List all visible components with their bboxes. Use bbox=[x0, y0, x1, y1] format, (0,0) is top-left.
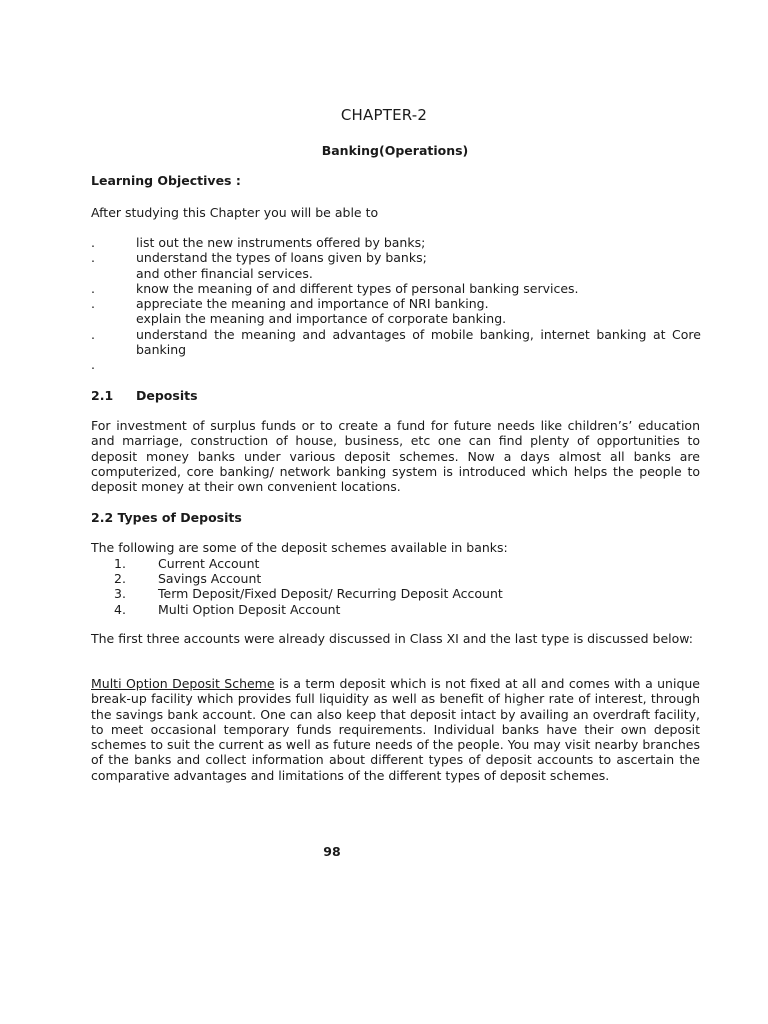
objectives-list bbox=[91, 235, 701, 372]
objective-text: understand the meaning and advantages of mobile banking, internet banking at Core banking bbox=[136, 326, 701, 358]
item-text: Savings Account bbox=[158, 571, 262, 587]
item-number: 4. bbox=[114, 601, 126, 617]
objective-text: list out the new instruments offered by banks; bbox=[136, 235, 426, 250]
item-number: 3. bbox=[114, 586, 126, 602]
item-text: Current Account bbox=[158, 556, 260, 571]
list-item bbox=[114, 602, 503, 617]
section-heading-deposits bbox=[91, 388, 198, 403]
term-description: is a term deposit which is not fixed at all and comes with a unique break-up facility which provides full liquidity as well as benefit of higher rate of interest, through the savings bank account. One can also keep that deposit intact by availing an overdraft facility, to meet occasional temporary funds requirements. Individual banks have their own deposit schemes to suit the current as well as future needs of the people. You may visit nearby branches of the banks and collect information about different types of deposit accounts to ascertain the comparative advantages and limitations of the different types of deposit schemes. bbox=[91, 676, 700, 783]
list-item bbox=[114, 586, 503, 601]
list-item bbox=[114, 571, 503, 586]
deposits-paragraph: For investment of surplus funds or to create a fund for future needs like children’s’ education and marriage, construction of house, business, etc one can find plenty of opportunities to deposit money banks under various deposit schemes. Now a days almost all banks are computerized, core banking/ network banking system is introduced which helps the people to deposit money at their own convenient locations. bbox=[91, 418, 700, 495]
objective-text: appreciate the meaning and importance of NRI banking. bbox=[136, 296, 489, 312]
section-number: 2.1 bbox=[91, 388, 114, 403]
list-item bbox=[91, 357, 701, 372]
item-text: Term Deposit/Fixed Deposit/ Recurring Deposit Account bbox=[158, 586, 503, 602]
objective-text: explain the meaning and importance of corporate banking. bbox=[136, 311, 507, 327]
page-number: 98 bbox=[323, 844, 341, 859]
list-item bbox=[91, 250, 701, 265]
bullet-marker: . bbox=[91, 357, 95, 373]
list-item bbox=[91, 296, 701, 311]
objective-text: and other financial services. bbox=[136, 265, 313, 281]
item-number: 2. bbox=[114, 571, 126, 587]
list-item bbox=[91, 266, 701, 281]
multi-option-paragraph bbox=[91, 676, 700, 783]
list-item bbox=[91, 327, 701, 358]
section-heading-types-of-deposits: 2.2 Types of Deposits bbox=[91, 510, 242, 525]
item-text: Multi Option Deposit Account bbox=[158, 601, 341, 617]
list-item bbox=[91, 235, 701, 250]
chapter-title: CHAPTER-2 bbox=[340, 106, 428, 124]
deposit-schemes-list bbox=[114, 556, 503, 617]
defined-term: Multi Option Deposit Scheme bbox=[91, 676, 275, 691]
bullet-marker: . bbox=[91, 296, 95, 312]
chapter-subtitle: Banking(Operations) bbox=[321, 143, 469, 158]
item-number: 1. bbox=[114, 556, 126, 571]
bullet-marker: . bbox=[91, 326, 95, 342]
bullet-marker: . bbox=[91, 280, 95, 296]
list-item bbox=[91, 281, 701, 296]
bullet-marker: . bbox=[91, 250, 95, 266]
section-title: Deposits bbox=[136, 388, 198, 403]
intro-text: After studying this Chapter you will be able to bbox=[91, 205, 379, 220]
learning-objectives-heading: Learning Objectives : bbox=[91, 173, 241, 188]
accounts-note-paragraph: The first three accounts were already discussed in Class XI and the last type is discussed below: bbox=[91, 631, 694, 646]
objective-text: know the meaning of and different types of personal banking services. bbox=[136, 280, 579, 296]
bullet-marker: . bbox=[91, 235, 95, 250]
deposit-schemes-intro: The following are some of the deposit schemes available in banks: bbox=[91, 540, 508, 555]
objective-text: understand the types of loans given by banks; bbox=[136, 250, 427, 266]
list-item bbox=[114, 556, 503, 571]
list-item bbox=[91, 311, 701, 326]
